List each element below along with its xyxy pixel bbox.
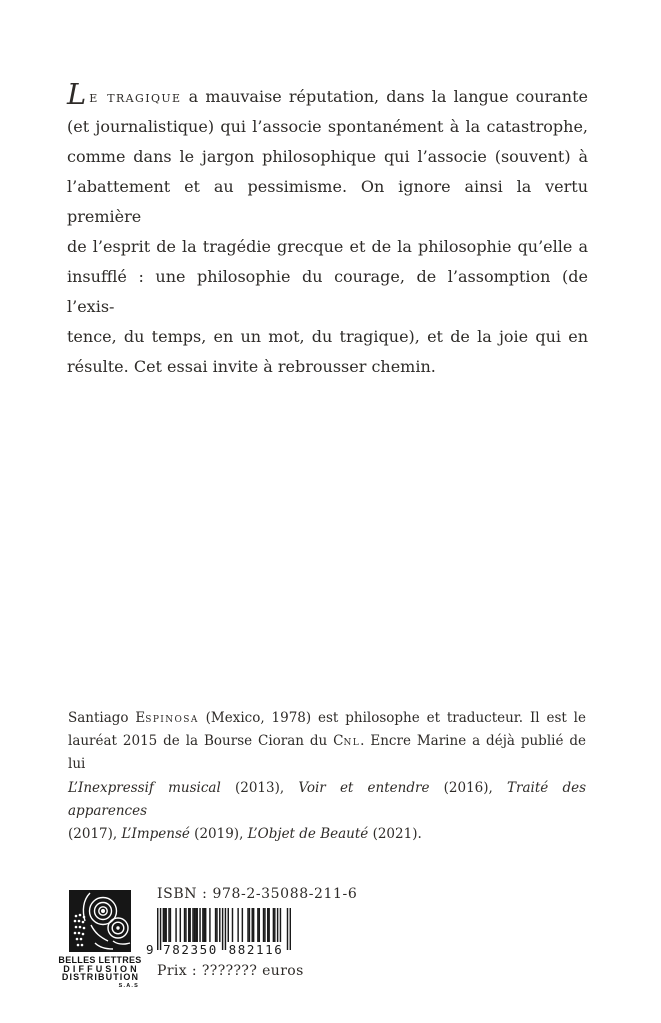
synopsis-paragraph — [67, 77, 588, 382]
text-line: comme dans le jargon philosophique qui l’associe (souvent) à — [67, 147, 588, 166]
price-text: Prix : ??????? euros — [157, 963, 304, 979]
publisher-sas-line: S.A.S — [118, 982, 139, 989]
text-line: insufflé : une philosophie du courage, de l’assomption (de l’exis- — [67, 267, 588, 316]
isbn-text: ISBN : 978-2-35088-211-6 — [157, 886, 358, 902]
isbn-block — [146, 886, 358, 979]
author-bio — [68, 707, 586, 846]
text-line: de l’esprit de la tragédie grecque et de la philosophie qu’elle a — [67, 237, 588, 256]
synopsis-lines — [67, 112, 588, 382]
owl-icon — [69, 890, 131, 952]
text-line: (et journalistique) qui l’associe spontanément à la catastrophe, — [67, 117, 588, 136]
barcode-group2: 882116 — [228, 942, 284, 957]
text-line: tence, du temps, en un mot, du tragique), et de la joie qui en — [67, 327, 588, 346]
publisher-distribution-line: DISTRIBUTION — [61, 972, 140, 982]
text-line: Santiago Espinosa (Mexico, 1978) est philosophe et traducteur. Il est le — [68, 710, 586, 726]
synopsis-first-line: Le tragique a mauvaise réputation, dans la langue courante — [67, 77, 588, 111]
text-line: l’abattement et au pessimisme. On ignore ainsi la vertu première — [67, 177, 588, 226]
first-line-text: a mauvaise réputation, dans la langue courante — [181, 87, 588, 106]
publisher-name-line: BELLES LETTRES — [58, 955, 142, 965]
publisher-logo — [58, 890, 142, 989]
lead-smallcaps: e tragique — [89, 87, 182, 106]
barcode — [146, 908, 291, 957]
text-line: résulte. Cet essai invite à rebrousser chemin. — [67, 357, 436, 376]
publisher-diffusion-line: DIFFUSION — [63, 963, 140, 974]
text-line: lauréat 2015 de la Bourse Cioran du Cnl. Encre Marine a déjà publié de lui — [68, 733, 586, 773]
barcode-first-digit: 9 — [146, 942, 154, 957]
text-line: (2017), L’Impensé (2019), L’Objet de Beauté (2021). — [68, 826, 422, 843]
text-line: L’Inexpressif musical (2013), Voir et entendre (2016), Traité des apparences — [68, 779, 587, 819]
barcode-group1: 782350 — [163, 942, 218, 957]
